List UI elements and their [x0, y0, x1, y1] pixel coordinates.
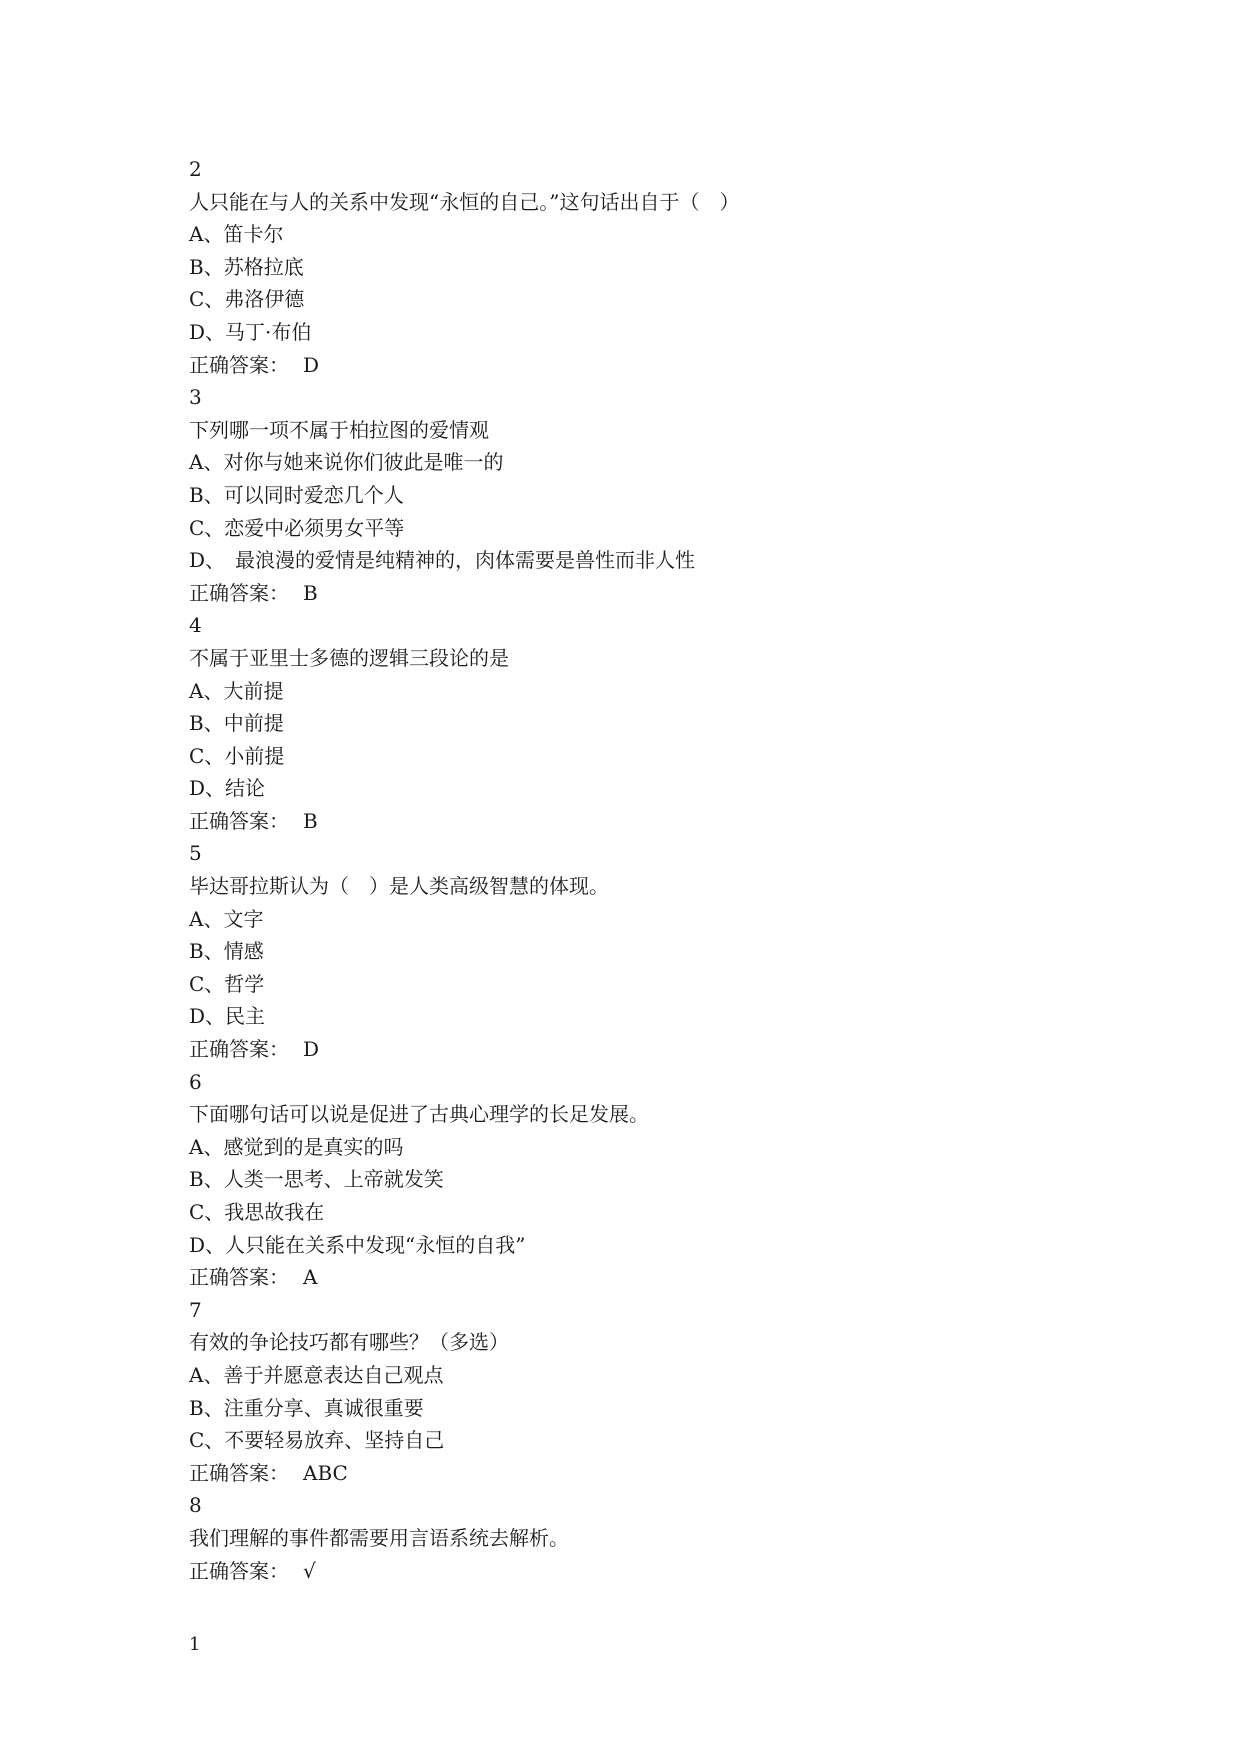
- answer-label: 正确答案：: [189, 1558, 289, 1583]
- question-stem: 不属于亚里士多德的逻辑三段论的是: [189, 645, 509, 670]
- option-c: C、小前提: [189, 743, 285, 768]
- answer-line: [189, 1457, 1139, 1490]
- answer-line: [189, 1555, 1139, 1588]
- question-number: 3: [189, 385, 202, 410]
- option-d: D、人只能在关系中发现“永恒的自我”: [189, 1232, 526, 1257]
- option-b: B、人类一思考、上帝就发笑: [189, 1167, 444, 1192]
- answer-value: √: [303, 1558, 316, 1583]
- option-d: D、结论: [189, 776, 266, 801]
- question-8: [189, 1489, 1139, 1587]
- question-3: [189, 381, 1139, 609]
- answer-line: [189, 805, 1139, 838]
- option-d: D、 最浪漫的爱情是纯精神的，肉体需要是兽性而非人性: [189, 548, 696, 573]
- question-number: 5: [189, 841, 202, 866]
- question-number: 6: [189, 1069, 202, 1094]
- option-b: B、中前提: [189, 711, 284, 736]
- answer-value: D: [303, 1037, 320, 1062]
- option-b: B、苏格拉底: [189, 254, 304, 279]
- option-a: A、大前提: [189, 678, 284, 703]
- answer-label: 正确答案：: [189, 1460, 289, 1485]
- question-6: [189, 1066, 1139, 1294]
- answer-value: D: [303, 352, 320, 377]
- option-a: A、善于并愿意表达自己观点: [189, 1362, 444, 1387]
- answer-label: 正确答案：: [189, 580, 289, 605]
- question-2: [189, 153, 1139, 381]
- option-a: A、文字: [189, 906, 264, 931]
- answer-line: [189, 1033, 1139, 1066]
- option-b: B、情感: [189, 939, 264, 964]
- option-d: D、马丁·布伯: [189, 319, 312, 344]
- question-stem: 人只能在与人的关系中发现“永恒的自己。”这句话出自于（ ）: [189, 189, 740, 214]
- option-d: D、民主: [189, 1004, 266, 1029]
- answer-line: [189, 1261, 1139, 1294]
- question-7: [189, 1294, 1139, 1490]
- option-c: C、不要轻易放弃、坚持自己: [189, 1428, 445, 1453]
- option-a: A、对你与她来说你们彼此是唯一的: [189, 450, 504, 475]
- answer-label: 正确答案：: [189, 1265, 289, 1290]
- question-5: [189, 837, 1139, 1065]
- question-number: 7: [189, 1297, 202, 1322]
- option-b: B、注重分享、真诚很重要: [189, 1395, 424, 1420]
- question-stem: 有效的争论技巧都有哪些？（多选）: [189, 1330, 509, 1355]
- question-list: [189, 153, 1139, 1587]
- answer-line: [189, 349, 1139, 382]
- option-b: B、可以同时爱恋几个人: [189, 482, 404, 507]
- option-c: C、哲学: [189, 971, 265, 996]
- answer-value: B: [303, 580, 318, 605]
- question-4: [189, 609, 1139, 837]
- answer-value: ABC: [303, 1460, 348, 1485]
- option-c: C、弗洛伊德: [189, 287, 305, 312]
- option-a: A、感觉到的是真实的吗: [189, 1134, 404, 1159]
- question-number: 2: [189, 157, 202, 181]
- page-number: 1: [189, 1634, 201, 1655]
- option-a: A、笛卡尔: [189, 222, 284, 247]
- question-stem: 毕达哥拉斯认为（ ）是人类高级智慧的体现。: [189, 874, 609, 899]
- answer-value: B: [303, 808, 318, 833]
- question-stem: 下面哪句话可以说是促进了古典心理学的长足发展。: [189, 1102, 649, 1127]
- answer-label: 正确答案：: [189, 352, 289, 377]
- question-number: 8: [189, 1493, 202, 1518]
- answer-line: [189, 577, 1139, 610]
- question-stem: 我们理解的事件都需要用言语系统去解析。: [189, 1525, 569, 1550]
- question-stem: 下列哪一项不属于柏拉图的爱情观: [189, 417, 489, 442]
- answer-label: 正确答案：: [189, 1037, 289, 1062]
- answer-label: 正确答案：: [189, 808, 289, 833]
- option-c: C、我思故我在: [189, 1200, 325, 1224]
- question-number: 4: [189, 613, 202, 638]
- option-c: C、恋爱中必须男女平等: [189, 515, 405, 540]
- answer-value: A: [303, 1265, 318, 1290]
